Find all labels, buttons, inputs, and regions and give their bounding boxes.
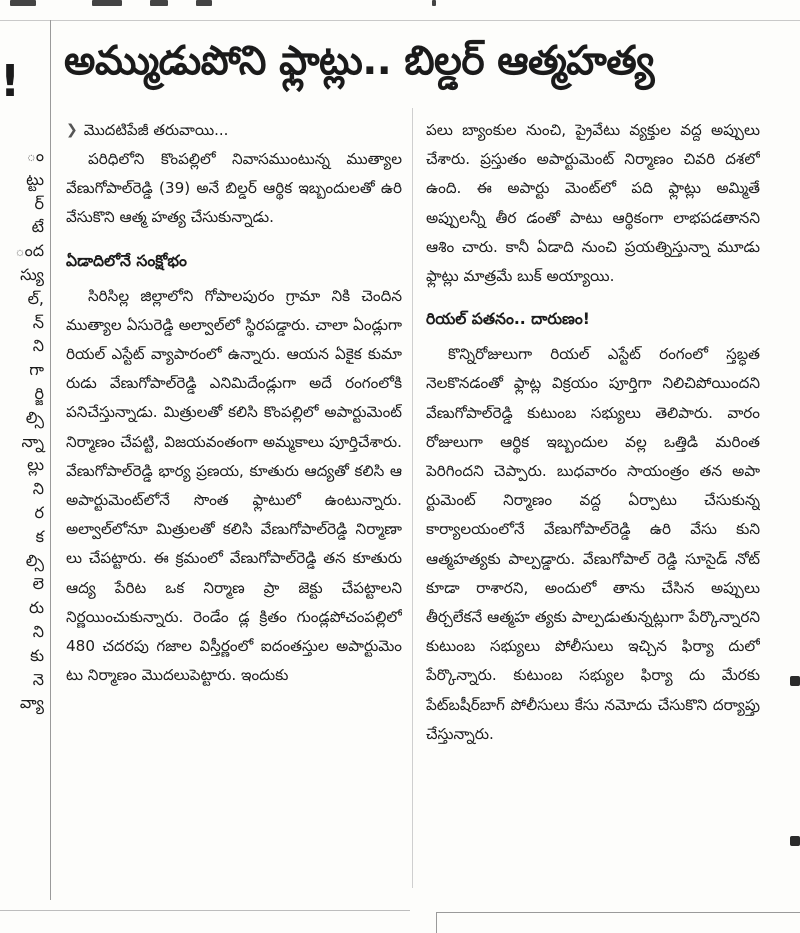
fragment-line: గా [29, 360, 44, 380]
fragment-line: క [35, 526, 44, 546]
continuation-kicker [66, 116, 402, 145]
page-edge-marks [790, 116, 800, 896]
bottom-rule [0, 910, 410, 911]
kicker-text: మొదటిపేజీ తరువాయి... [83, 121, 229, 139]
fragment-line: లె [32, 574, 44, 594]
article-column-left [66, 116, 402, 896]
chevron-right-icon: ❯ [66, 122, 78, 138]
fragment-line: న్నా [21, 431, 44, 451]
fragment-line: న్ [32, 312, 44, 332]
top-ornament [0, 0, 800, 18]
fragment-line: ంద [15, 241, 44, 261]
fragment-line: ని [32, 336, 44, 356]
subheading-2: రియల్ పతనం.. దారుణం! [426, 310, 590, 329]
intro-paragraph: పరిధిలోని కొంపల్లిలో నివాసముంటున్న ముత్యాల వేణుగోపాల్‌రెడ్డి (39) అనే బిల్డర్ ఆర్థిక ఇబ్బందులతో ఉరి వేసుకొని ఆత్మ హత్య చేసుకున్నాడు. [66, 150, 402, 227]
body-paragraph-2: పలు బ్యాంకుల నుంచి, ప్రైవేటు వ్యక్తుల వద్ద అప్పులు చేశారు. ప్రస్తుతం అపార్టుమెంట్ నిర్మాణం చివరి దశలో ఉంది. ఈ అపార్టు మెంట్‌లో పది ఫ్లాట్లు అమ్మితే అప్పులన్నీ తీర డంతో పాటు ఆర్థికంగా లాభపడతానని ఆశిం చారు. కానీ ఏడాది నుంచి ప్రయత్నిస్తున్నా మూడు ఫ్లాట్లు మాత్రమే బుక్ అయ్యాయి. [426, 121, 760, 286]
next-article-box [436, 912, 800, 933]
adjacent-article-fragment [0, 20, 51, 900]
fragment-line: ర్జి [34, 383, 44, 403]
fragment-line: ల్లు [27, 455, 44, 475]
fragment-line: ల్సి [25, 407, 44, 427]
fragment-line: నె [32, 669, 44, 689]
fragment-line: ల్సి [25, 550, 44, 570]
body-paragraph-1: సిరిసిల్ల జిల్లాలోని గోపాలపురం గ్రామా నికి చెందిన ముత్యాల ఏసురెడ్డి అల్వాల్‌లో స్థిరపడ్డారు. చాలా ఏండ్లుగా రియల్ ఎస్టేట్ వ్యాపారంలో ఉన్నారు. ఆయన ఏకైక కుమా రుడు వేణుగోపాల్‌రెడ్డి ఎనిమిదేండ్లుగా అదే రంగంలోకి పనిచేస్తున్నాడు. మిత్రులతో కలిసి కొంపల్లిలో అపార్టుమెంట్ నిర్మాణం చేపట్టి, విజయవంతంగా అమ్మకాలు పూర్తిచేశారు. వేణుగోపాల్‌రెడ్డి భార్య ప్రణయ, కూతురు ఆద్యతో కలిసి ఆ అపార్టుమెంట్‌లోనే సొంత ఫ్లాటులో ఉంటున్నారు. అల్వాల్‌లోనూ మిత్రులతో కలిసి వేణుగోపాల్‌రెడ్డి నిర్మాణా లు చేపట్టారు. ఈ క్రమంలో వేణుగోపాల్‌రెడ్డి తన కూతురు ఆద్య పేరిట ఒక నిర్మాణ ప్రా జెక్టు చేపట్టాలని నిర్ణయించుకున్నారు. రెండేం డ్ల క్రితం గుండ్లపోచంపల్లిలో 480 చదరపు గజాల విస్తీర్ణంలో ఐదంతస్తుల అపార్టుమెం టు నిర్మాణం మొదలుపెట్టారు. ఇందుకు [66, 286, 402, 685]
fragment-line: వ్యా [19, 693, 44, 713]
fragment-line: కు [30, 645, 44, 665]
column-divider [412, 108, 413, 888]
fragment-line: స్యు [20, 264, 44, 284]
fragment-line: ం [26, 146, 44, 165]
fragment-line: రు [28, 598, 44, 618]
body-paragraph-3: కొన్నిరోజులుగా రియల్ ఎస్టేట్ రంగంలో స్తబ్ధత నెలకొనడంతో ఫ్లాట్ల విక్రయం పూర్తిగా నిలిచిపోయిందని వేణుగోపాల్‌రెడ్డి కుటుంబ సభ్యులు తెలిపారు. వారం రోజులుగా ఆర్థిక ఇబ్బందుల వల్ల ఒత్తిడి మరింత పెరిగిందని చెప్పారు. బుధవారం సాయంత్రం తన అపా ర్టుమెంట్ నిర్మాణం వద్ద ఏర్పాటు చేసుకున్న కార్యాలయంలోనే వేణుగోపాల్‌రెడ్డి ఉరి వేసు కుని ఆత్మహత్యకు పాల్పడ్డారు. వేణుగోపాల్ రెడ్డి సూసైడ్ నోట్ కూడా రాశారని, అందులో తాను చేసిన అప్పులు తీర్చలేకనే ఆత్మహ త్యకు పాల్పడుతున్నట్లుగా పేర్కొన్నారని కుటుంబ సభ్యులు పోలీసులు ఇచ్చిన ఫిర్యా దులో పేర్కొన్నారు. కుటుంబ సభ్యుల ఫిర్యా దు మేరకు పేట్‌బషీర్‌బాగ్ పోలీసులు కేసు నమోదు చేసుకొని దర్యాప్తు చేస్తున్నారు. [426, 345, 760, 743]
subheading-1: ఏడాదిలోనే సంక్షోభం [66, 251, 187, 270]
fragment-line: ర్ [34, 193, 44, 213]
article-column-right [426, 116, 760, 896]
fragment-line: ల్, [27, 288, 44, 308]
fragment-line: ట్టు [26, 169, 44, 189]
fragment-line: ని [32, 621, 44, 641]
top-rule [0, 20, 800, 21]
fragment-line: ని [32, 479, 44, 499]
fragment-headline: ! [0, 56, 21, 107]
fragment-line: టే [31, 217, 44, 237]
fragment-lines [15, 144, 44, 715]
article-headline: అమ్ముడుపోని ఫ్లాట్లు.. బిల్డర్ ఆత్మహత్య [64, 38, 655, 84]
fragment-line: ర [34, 502, 44, 522]
